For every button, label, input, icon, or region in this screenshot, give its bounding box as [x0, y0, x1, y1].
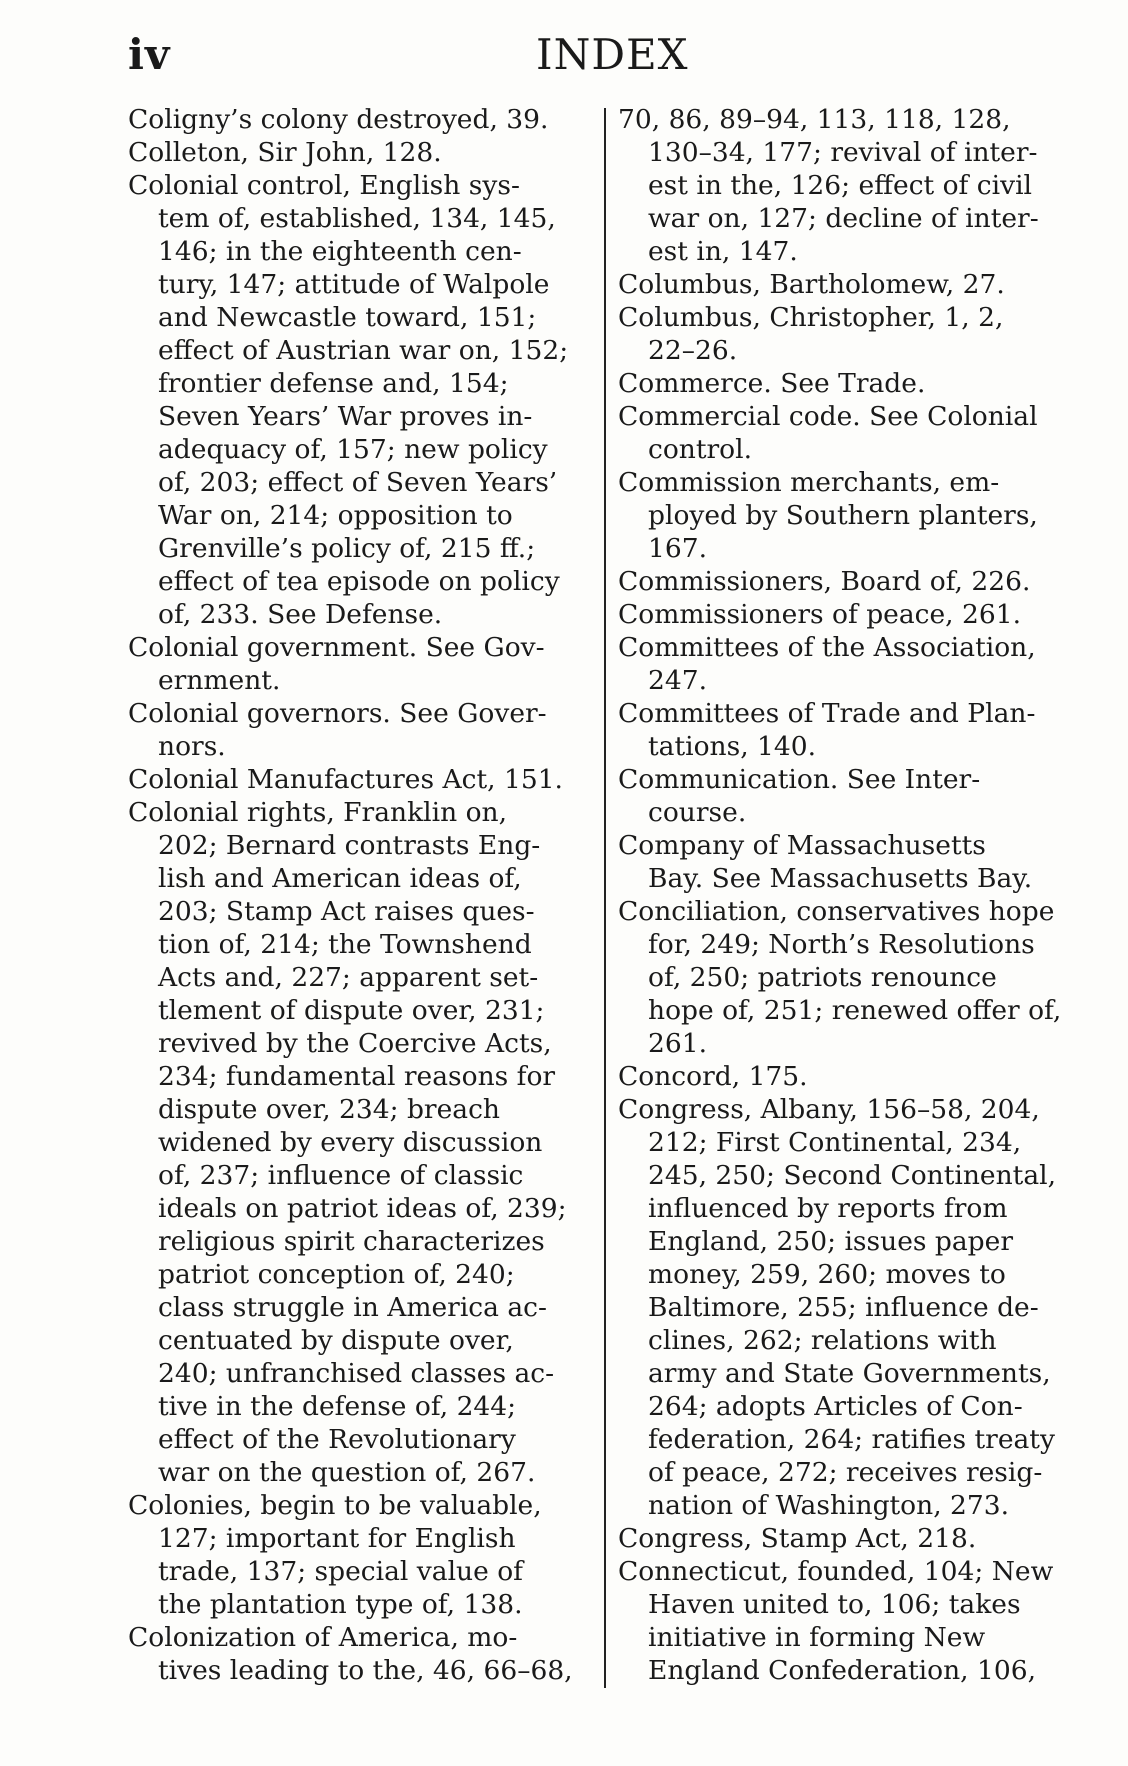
index-entry-continuation-line [618, 664, 1082, 697]
line-text: 22–26. [648, 335, 738, 366]
line-text: widened by every discussion [158, 1127, 543, 1158]
index-entry [618, 400, 1082, 466]
line-text: influenced by reports from [648, 1193, 1008, 1224]
line-text: dispute over, 234; breach [158, 1094, 500, 1125]
index-entry-continuation-line [128, 367, 590, 400]
index-entry-continuation-line [618, 499, 1082, 532]
line-text: for, 249; North’s Resolutions [648, 929, 1035, 960]
index-entry-continuation-line [128, 1654, 590, 1687]
line-text: Commission merchants, em- [618, 467, 1000, 498]
line-text: 264; adopts Articles of Con- [648, 1391, 1023, 1422]
index-entry-continuation-line [618, 136, 1082, 169]
index-entry-continuation-line [618, 433, 1082, 466]
line-text: the plantation type of, 138. [158, 1589, 523, 1620]
index-entry [128, 169, 590, 631]
index-entry-continuation-line [128, 1258, 590, 1291]
index-entry-continuation-line [128, 268, 590, 301]
line-text: Seven Years’ War proves in- [158, 401, 533, 432]
column-divider [604, 108, 606, 1688]
line-text: 146; in the eighteenth cen- [158, 236, 522, 267]
line-text: Grenville’s policy of, 215 ff.; [158, 533, 536, 564]
index-entry-continuation-line [128, 1060, 590, 1093]
index-entry-continuation-line [618, 1324, 1082, 1357]
index-entry-heading-line [618, 895, 1082, 928]
index-entry [618, 301, 1082, 367]
index-entry-heading-line [618, 1060, 1082, 1093]
index-column-right [618, 103, 1082, 1687]
line-text: 70, 86, 89–94, 113, 118, 128, [618, 104, 1011, 135]
index-entry-heading-line [618, 598, 1082, 631]
line-text: ideals on patriot ideas of, 239; [158, 1193, 567, 1224]
line-text: control. [648, 434, 753, 465]
line-text: Congress, Stamp Act, 218. [618, 1523, 977, 1554]
index-entry-continuation-line [128, 334, 590, 367]
index-entry-heading-line [128, 103, 590, 136]
index-entry-continuation-line [618, 1456, 1082, 1489]
index-entry-heading-line [618, 565, 1082, 598]
line-text: Conciliation, conservatives hope [618, 896, 1055, 927]
index-entry-heading-line [618, 631, 1082, 664]
index-entry-continuation-line [618, 928, 1082, 961]
index-entry [618, 1060, 1082, 1093]
line-text: 247. [648, 665, 708, 696]
line-text: lish and American ideas of, [158, 863, 522, 894]
index-entry-continuation-line [128, 202, 590, 235]
index-entry-heading-line [618, 400, 1082, 433]
index-entry-continuation-line [618, 1027, 1082, 1060]
index-entry-continuation-line [128, 1159, 590, 1192]
index-entry [128, 796, 590, 1489]
index-entry-continuation-line [128, 862, 590, 895]
index-entry-continuation-line [128, 433, 590, 466]
line-text: Bay. See Massachusetts Bay. [648, 863, 1033, 894]
line-text: 234; fundamental reasons for [158, 1061, 556, 1092]
line-text: tations, 140. [648, 731, 817, 762]
line-text: Commerce. See Trade. [618, 368, 926, 399]
line-text: Coligny’s colony destroyed, 39. [128, 104, 549, 135]
index-entry-continuation-line [618, 532, 1082, 565]
line-text: revived by the Coercive Acts, [158, 1028, 552, 1059]
line-text: Haven united to, 106; takes [648, 1589, 1021, 1620]
line-text: Colonial governors. See Gover- [128, 698, 547, 729]
index-entry-continuation-line [128, 1093, 590, 1126]
line-text: England, 250; issues paper [648, 1226, 1013, 1257]
index-entry [618, 268, 1082, 301]
index-entry-heading-line [618, 697, 1082, 730]
line-text: Colonial rights, Franklin on, [128, 797, 508, 828]
line-text: Connecticut, founded, 104; New [618, 1556, 1054, 1587]
index-entry-continuation-line [128, 730, 590, 763]
index-entry-continuation-line [128, 1456, 590, 1489]
index-entry-heading-line [128, 763, 590, 796]
line-text: Columbus, Christopher, 1, 2, [618, 302, 1004, 333]
line-text: money, 259, 260; moves to [648, 1259, 1006, 1290]
index-entry-continuation-line [128, 961, 590, 994]
line-text: 240; unfranchised classes ac- [158, 1358, 555, 1389]
line-text: war on, 127; decline of inter- [648, 203, 1039, 234]
line-text: of, 237; influence of classic [158, 1160, 524, 1191]
line-text: ernment. [158, 665, 281, 696]
index-entry [128, 763, 590, 796]
index-entry-continuation-line [618, 1654, 1082, 1687]
line-text: Columbus, Bartholomew, 27. [618, 269, 1005, 300]
index-entry [618, 895, 1082, 1060]
index-entry-continuation-line [128, 1126, 590, 1159]
index-entry [618, 1093, 1082, 1522]
line-text: 203; Stamp Act raises ques- [158, 896, 535, 927]
index-entry-heading-line [618, 829, 1082, 862]
index-entry-heading-line [128, 169, 590, 202]
index-entry-continuation-line [128, 829, 590, 862]
line-text: frontier defense and, 154; [158, 368, 509, 399]
index-entry-continuation-line [618, 730, 1082, 763]
line-text: class struggle in America ac- [158, 1292, 547, 1323]
line-text: tury, 147; attitude of Walpole [158, 269, 550, 300]
line-text: of, 250; patriots renounce [648, 962, 997, 993]
index-entry-continuation-line [618, 202, 1082, 235]
line-text: Colonial Manufactures Act, 151. [128, 764, 563, 795]
index-entry-heading-line [128, 136, 590, 169]
line-text: war on the question of, 267. [158, 1457, 536, 1488]
line-text: initiative in forming New [648, 1622, 986, 1653]
index-entry-continuation-line [618, 1357, 1082, 1390]
line-text: centuated by dispute over, [158, 1325, 514, 1356]
index-entry-continuation-line [618, 334, 1082, 367]
line-text: Communication. See Inter- [618, 764, 981, 795]
line-text: est in the, 126; effect of civil [648, 170, 1033, 201]
index-entry-continuation-line [128, 994, 590, 1027]
index-entry-continuation-line [128, 1555, 590, 1588]
index-entry [128, 631, 590, 697]
index-entry [618, 466, 1082, 565]
index-entry-continuation-line [128, 895, 590, 928]
line-text: religious spirit characterizes [158, 1226, 545, 1257]
line-text: Commissioners, Board of, 226. [618, 566, 1031, 597]
line-text: 202; Bernard contrasts Eng- [158, 830, 541, 861]
line-text: effect of tea episode on policy [158, 566, 560, 597]
index-entry [618, 1522, 1082, 1555]
line-text: nation of Washington, 273. [648, 1490, 1010, 1521]
index-entry-continuation-line [128, 1423, 590, 1456]
index-entry [618, 367, 1082, 400]
index-entry-continuation-line [618, 796, 1082, 829]
index-entry-continuation-line [128, 1291, 590, 1324]
line-text: Commissioners of peace, 261. [618, 599, 1022, 630]
line-text: tive in the defense of, 244; [158, 1391, 517, 1422]
line-text: clines, 262; relations with [648, 1325, 997, 1356]
line-text: Colonial government. See Gov- [128, 632, 545, 663]
line-text: Acts and, 227; apparent set- [158, 962, 539, 993]
line-text: patriot conception of, 240; [158, 1259, 515, 1290]
line-text: trade, 137; special value of [158, 1556, 523, 1587]
line-text: of peace, 272; receives resig- [648, 1457, 1043, 1488]
index-entry-continuation-line [128, 1225, 590, 1258]
index-entry [618, 103, 1082, 268]
index-entry-continuation-line [618, 1621, 1082, 1654]
index-entry [128, 1489, 590, 1621]
index-entry [618, 697, 1082, 763]
index-entry-continuation-line [128, 532, 590, 565]
line-text: est in, 147. [648, 236, 798, 267]
line-text: Colonization of America, mo- [128, 1622, 518, 1653]
index-entry-continuation-line [128, 565, 590, 598]
line-text: Concord, 175. [618, 1061, 808, 1092]
line-text: army and State Governments, [648, 1358, 1051, 1389]
index-entry-heading-line [618, 763, 1082, 796]
line-text: Committees of Trade and Plan- [618, 698, 1036, 729]
line-text: Company of Massachusetts [618, 830, 986, 861]
index-entry [128, 697, 590, 763]
line-text: tlement of dispute over, 231; [158, 995, 545, 1026]
index-entry-continuation-line [618, 1489, 1082, 1522]
page-title: INDEX [536, 30, 689, 79]
index-entry-continuation-line [618, 1588, 1082, 1621]
line-text: England Confederation, 106, [648, 1655, 1037, 1686]
line-text: and Newcastle toward, 151; [158, 302, 537, 333]
index-entry-heading-line [618, 1522, 1082, 1555]
line-text: nors. [158, 731, 226, 762]
index-entry-continuation-line [128, 1522, 590, 1555]
index-entry [618, 598, 1082, 631]
index-entry-continuation-line [618, 1159, 1082, 1192]
line-text: 167. [648, 533, 708, 564]
line-text: Committees of the Association, [618, 632, 1036, 663]
index-entry [618, 829, 1082, 895]
line-text: Colonial control, English sys- [128, 170, 520, 201]
line-text: effect of Austrian war on, 152; [158, 335, 569, 366]
page-header [0, 22, 1128, 82]
line-text: adequacy of, 157; new policy [158, 434, 548, 465]
line-text: tem of, established, 134, 145, [158, 203, 556, 234]
index-entry-heading-line [128, 631, 590, 664]
index-entry-heading-line [618, 268, 1082, 301]
line-text: tion of, 214; the Townshend [158, 929, 532, 960]
index-entry-continuation-line [618, 235, 1082, 268]
index-entry-continuation-line [128, 466, 590, 499]
index-entry-continuation-line [128, 928, 590, 961]
line-text: effect of the Revolutionary [158, 1424, 516, 1455]
index-entry-continuation-line [128, 1357, 590, 1390]
line-text: 261. [648, 1028, 708, 1059]
index-entry-continuation-line [618, 1423, 1082, 1456]
index-entry-continuation-line [128, 598, 590, 631]
line-text: Baltimore, 255; influence de- [648, 1292, 1039, 1323]
index-entry-heading-line [618, 466, 1082, 499]
index-entry [128, 136, 590, 169]
index-entry-continuation-line [618, 1126, 1082, 1159]
index-entry [128, 103, 590, 136]
index-column-left [128, 103, 590, 1687]
index-entry-heading-line [128, 697, 590, 730]
index-entry-heading-line [618, 301, 1082, 334]
index-entry-heading-line [618, 103, 1082, 136]
line-text: of, 233. See Defense. [158, 599, 443, 630]
index-entry-continuation-line [128, 1588, 590, 1621]
index-entry-continuation-line [128, 235, 590, 268]
index-entry-heading-line [128, 1489, 590, 1522]
index-entry-heading-line [128, 1621, 590, 1654]
line-text: tives leading to the, 46, 66–68, [158, 1655, 573, 1686]
index-entry-continuation-line [618, 169, 1082, 202]
index-entry-continuation-line [618, 1291, 1082, 1324]
index-entry-continuation-line [128, 499, 590, 532]
index-entry-continuation-line [128, 664, 590, 697]
line-text: of, 203; effect of Seven Years’ [158, 467, 558, 498]
index-entry-continuation-line [618, 1192, 1082, 1225]
page-number: iv [128, 30, 171, 79]
index-entry-continuation-line [618, 1258, 1082, 1291]
line-text: 127; important for English [158, 1523, 516, 1554]
index-entry-continuation-line [128, 1390, 590, 1423]
index-entry [618, 631, 1082, 697]
line-text: War on, 214; opposition to [158, 500, 513, 531]
index-entry-heading-line [618, 1093, 1082, 1126]
index-entry [618, 763, 1082, 829]
index-entry-continuation-line [128, 400, 590, 433]
index-entry-continuation-line [128, 301, 590, 334]
index-entry-continuation-line [128, 1324, 590, 1357]
index-entry [128, 1621, 590, 1687]
line-text: Colleton, Sir John, 128. [128, 137, 442, 168]
line-text: 245, 250; Second Continental, [648, 1160, 1057, 1191]
line-text: hope of, 251; renewed offer of, [648, 995, 1062, 1026]
index-entry-continuation-line [128, 1027, 590, 1060]
index-entry-continuation-line [128, 1192, 590, 1225]
index-entry-heading-line [618, 367, 1082, 400]
line-text: Congress, Albany, 156–58, 204, [618, 1094, 1040, 1125]
line-text: federation, 264; ratifies treaty [648, 1424, 1055, 1455]
line-text: Commercial code. See Colonial [618, 401, 1038, 432]
line-text: ployed by Southern planters, [648, 500, 1038, 531]
index-entry [618, 565, 1082, 598]
index-entry-continuation-line [618, 1225, 1082, 1258]
index-entry-continuation-line [618, 961, 1082, 994]
line-text: 130–34, 177; revival of inter- [648, 137, 1038, 168]
index-entry-heading-line [128, 796, 590, 829]
line-text: Colonies, begin to be valuable, [128, 1490, 542, 1521]
index-entry-continuation-line [618, 994, 1082, 1027]
line-text: course. [648, 797, 747, 828]
index-entry-continuation-line [618, 1390, 1082, 1423]
index-entry [618, 1555, 1082, 1687]
index-entry-heading-line [618, 1555, 1082, 1588]
line-text: 212; First Continental, 234, [648, 1127, 1022, 1158]
index-entry-continuation-line [618, 862, 1082, 895]
